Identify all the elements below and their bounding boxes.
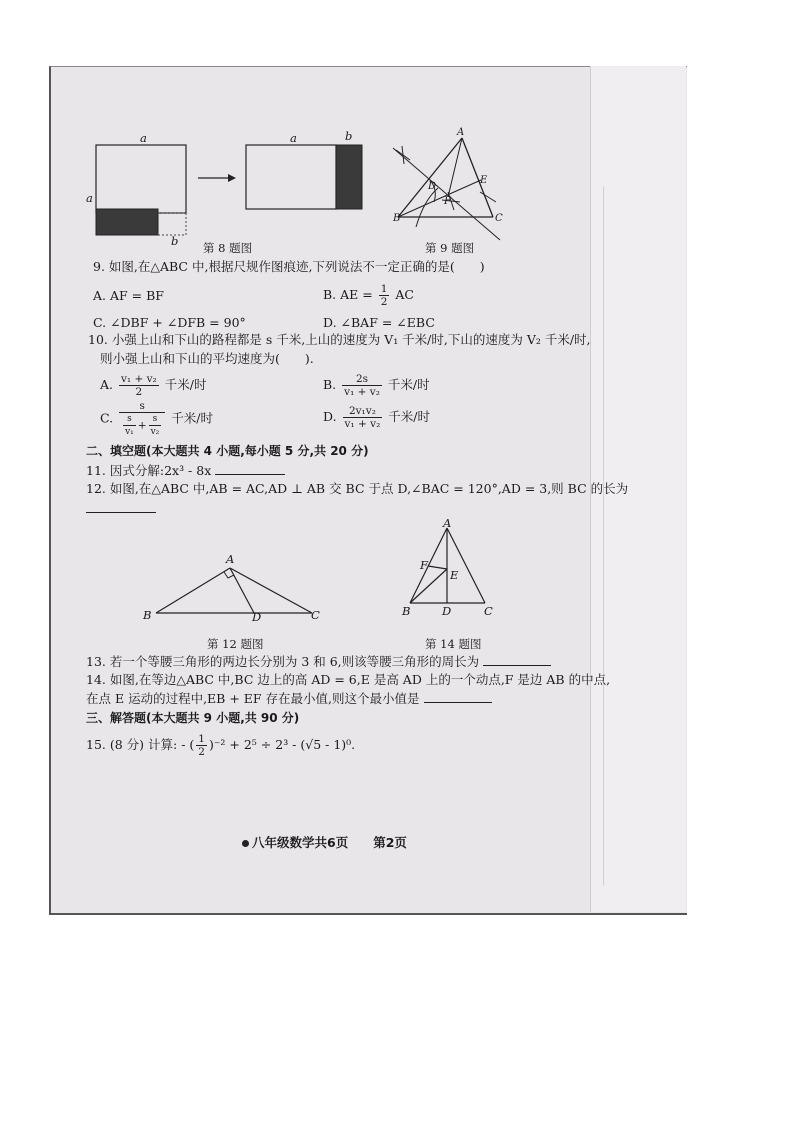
fig8-caption: 第 8 题图	[203, 241, 253, 255]
q14-line2-text: 在点 E 运动的过程中,EB + EF 存在最小值,则这个最小值是	[86, 691, 420, 706]
q10-option-c-fraction	[119, 400, 165, 438]
fig12-side-ab	[156, 568, 230, 613]
q10-line2: 则小强上山和下山的平均速度为( ).	[100, 351, 314, 366]
fig9-label-e: E	[480, 175, 488, 186]
fig12-label-a: A	[226, 552, 235, 566]
fig8-label-a-top2: a	[290, 131, 297, 145]
q13-answer-blank	[483, 653, 551, 666]
q9-option-b-prefix: B. AE =	[323, 287, 373, 302]
fraction-numerator: 1	[380, 283, 388, 295]
fraction-denominator: 2	[380, 296, 388, 308]
q13-text: 13. 若一个等腰三角形的两边长分别为 3 和 6,则该等腰三角形的周长为	[86, 654, 480, 669]
q10-option-a-fraction	[119, 373, 159, 398]
q9-option-b-suffix: AC	[395, 287, 414, 302]
fig12-caption: 第 12 题图	[207, 637, 264, 651]
q11-text: 11. 因式分解:2x³ - 8x	[86, 463, 212, 478]
fig14-label-a: A	[443, 516, 452, 530]
fig9-label-a: A	[457, 127, 465, 138]
q10-option-a	[100, 373, 206, 398]
q14-answer-blank	[424, 690, 492, 703]
section-2-heading: 二、填空题(本大题共 4 小题,每小题 5 分,共 20 分)	[86, 444, 369, 458]
fig9-label-d: D	[428, 181, 437, 192]
q10-line1: 10. 小强上山和下山的路程都是 s 千米,上山的速度为 V₁ 千米/时,下山的速度为 V₂ 千米/时,	[88, 332, 591, 347]
q10-option-b-fraction	[342, 373, 382, 398]
strip-line	[603, 186, 604, 886]
fig14-label-c: C	[484, 604, 493, 618]
q15-fraction	[196, 733, 207, 758]
fig9-label-b: B	[393, 213, 401, 224]
q15	[86, 733, 355, 758]
option-unit: 千米/时	[164, 377, 207, 392]
option-label: A.	[100, 377, 114, 392]
q10-option-b	[323, 373, 430, 398]
fig8-big-rect	[96, 145, 186, 213]
fraction-denominator: 2	[198, 746, 205, 758]
fraction-numerator: 2v₁v₂	[343, 405, 383, 418]
fig8-label-a1: a	[140, 131, 147, 145]
q14-line1: 14. 如图,在等边△ABC 中,BC 边上的高 AD = 6,E 是高 AD 上的一个动点,F 是边 AB 的中点,	[86, 672, 611, 687]
q15-suffix: )⁻² + 2⁵ ÷ 2³ - (√5 - 1)⁰.	[208, 737, 356, 752]
q15-prefix: 15. (8 分) 计算: - (	[86, 737, 195, 752]
q9-option-a: A. AF = BF	[93, 288, 164, 303]
fraction-denominator: v₁ + v₂	[344, 386, 380, 398]
fig8-label-a2: a	[86, 191, 93, 205]
option-unit: 千米/时	[171, 410, 213, 426]
fig14-segment-fe	[428, 566, 447, 569]
fig12-label-d: D	[252, 610, 262, 624]
inner-fraction-1	[123, 413, 136, 438]
fig14-caption: 第 14 题图	[425, 637, 482, 651]
fig9-label-c: C	[495, 213, 503, 224]
fig12-label-b: B	[143, 608, 152, 622]
q9-option-b-fraction	[379, 283, 390, 308]
fig8-dotted-edge	[158, 213, 186, 235]
fraction-numerator: s	[119, 400, 165, 413]
fig9-label-f: F	[444, 196, 451, 207]
fraction-denominator: v₁	[125, 427, 134, 437]
q12-line2	[86, 500, 156, 517]
q14-line2	[86, 690, 492, 707]
fig9-cross-3	[480, 192, 496, 202]
fraction-denominator: 2	[135, 386, 143, 398]
plus-sign: +	[137, 419, 147, 432]
option-label: B.	[323, 377, 337, 392]
inner-fraction-2	[149, 413, 162, 438]
q12-line1: 12. 如图,在△ABC 中,AB = AC,AD ⊥ AB 交 BC 于点 D,∠BAC = 120°,AD = 3,则 BC 的长为	[86, 481, 629, 496]
fig14-label-e: E	[450, 568, 459, 582]
option-unit: 千米/时	[387, 377, 430, 392]
fraction-numerator: s	[123, 413, 136, 426]
q11-answer-blank	[215, 462, 285, 475]
fig8-label-b-bottom: b	[171, 234, 179, 248]
fig14-label-b: B	[402, 604, 411, 618]
q9-option-b	[323, 283, 414, 308]
q11	[86, 462, 285, 479]
q12-answer-blank	[86, 500, 156, 513]
fraction-numerator: 1	[198, 733, 205, 745]
option-label: D.	[323, 409, 337, 424]
figure-9	[388, 130, 513, 245]
fig8-label-b-top: b	[345, 129, 353, 143]
page-footer	[242, 833, 407, 851]
fig8-result-dark-rect	[336, 145, 362, 209]
fig8-result-rect	[246, 145, 336, 209]
q9-option-d: D. ∠BAF = ∠EBC	[323, 315, 435, 330]
fraction-denominator	[119, 413, 165, 438]
fig14-segment-be	[410, 569, 447, 603]
fig9-side-ac	[462, 138, 493, 217]
fraction-numerator: v₁ + v₂	[121, 373, 157, 385]
fraction-numerator: s	[149, 413, 162, 426]
q10-option-c	[100, 400, 213, 438]
q13	[86, 653, 551, 670]
fig14-label-d: D	[442, 604, 452, 618]
fig8-small-rect	[96, 209, 158, 235]
q9-option-c: C. ∠DBF + ∠DFB = 90°	[93, 315, 246, 330]
figure-8	[88, 140, 378, 250]
q10-option-d-fraction	[343, 405, 383, 430]
page-number: 第2页	[373, 835, 407, 850]
footer-text: 八年级数学共6页	[252, 835, 349, 850]
fig8-arrow-head	[228, 174, 236, 182]
fraction-denominator: v₁ + v₂	[344, 418, 381, 430]
fig9-caption: 第 9 题图	[425, 241, 475, 255]
option-unit: 千米/时	[388, 409, 431, 424]
option-label: C.	[100, 410, 114, 426]
fig9-line-be	[398, 180, 481, 217]
section-3-heading: 三、解答题(本大题共 9 小题,共 90 分)	[86, 711, 300, 725]
fig14-side-ac	[447, 528, 485, 603]
figure-12	[150, 560, 325, 620]
bullet-icon	[242, 840, 249, 847]
fraction-denominator: v₂	[150, 427, 160, 437]
fig14-label-f: F	[420, 558, 428, 572]
fig12-label-c: C	[311, 608, 320, 622]
q9-stem: 9. 如图,在△ABC 中,根据尺规作图痕迹,下列说法不一定正确的是( )	[93, 259, 485, 274]
q10-option-d	[323, 405, 430, 430]
fraction-numerator: 2s	[342, 373, 382, 386]
